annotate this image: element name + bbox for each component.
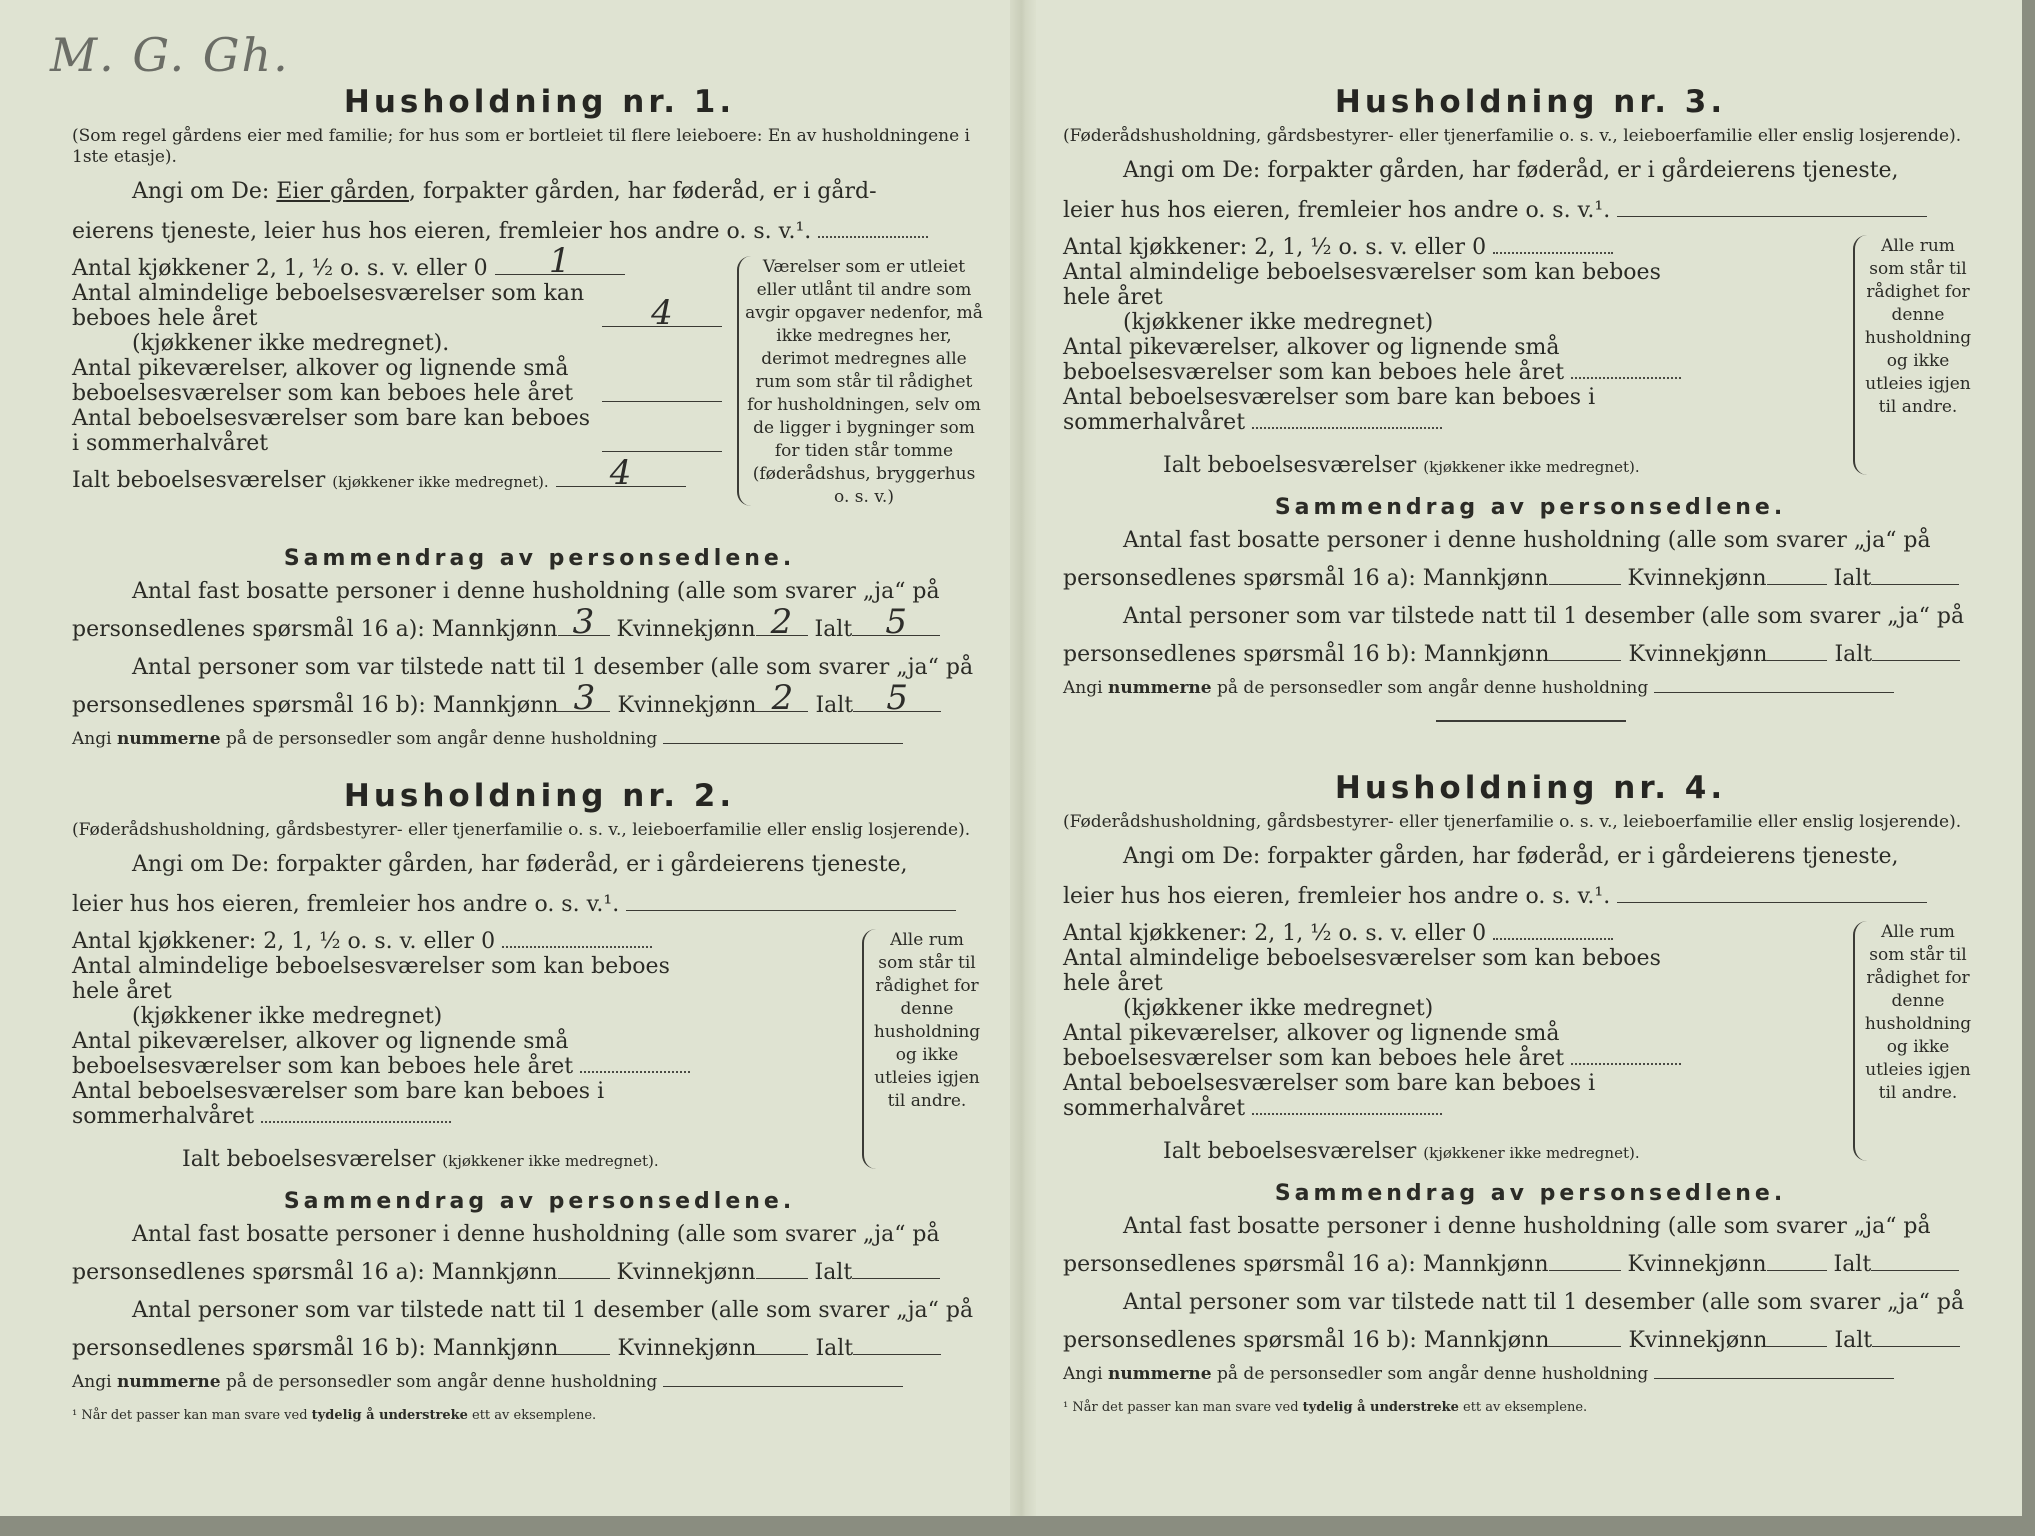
summary-title: Sammendrag av personsedlene. (283, 546, 796, 571)
household-note: (Føderådshusholdning, gårdsbestyrer- eller tjenerfamilie o. s. v., leieboerfamilie eller enslig losjerende). (1063, 812, 1962, 832)
household-2: Husholdning nr. 2. (Føderådshusholdning, gårdsbestyrer- eller tjenerfamilie o. s. v., leieboerfamilie eller enslig losjerende). Angi om De: forpakter gården, har føderåd, er i gårdeierens tjeneste, leier hus hos eieren, fremleier hos andre o. s. v.¹. Antal kjøkkener: 2, 1, ½ o. s. v. eller 0 Antal almindelige beboelsesværelser som kan beboes hele året (kjøkkener ikke medregnet) Antal pikeværelser, alkover og lignende små beboelsesværelser som kan beboes hele året Antal beboelsesværelser som bare kan beboes i sommerhalvåret Ialt beboelsesværelser (kjøkkener ikke medregnet). Alle rum som står til rådighet for denne husholdning og ikke utleies igjen til andre. Sammendrag av personsedlene. Antal fast bosatte personer i denne husholdning (alle som svarer „ja“ på personsedlenes spørsmål 16 a): Mannkjønn Kvinnekjønn Ialt Antal personer som var tilstede natt til 1 desember (alle som svarer „ja“ på personsedlenes spørsmål 16 b): Mannkjønn Kvinnekjønn Ialt Angi nummerne på de personsedler som angår denne husholdning ¹ Når det passer kan man svare ved tydelig å understreke ett av eksemplene. (72, 778, 1007, 1423)
household-4: Husholdning nr. 4. (Føderådshusholdning, gårdsbestyrer- eller tjenerfamilie o. s. v., leieboerfamilie eller enslig losjerende). Angi om De: forpakter gården, har føderåd, er i gårdeierens tjeneste, leier hus hos eieren, fremleier hos andre o. s. v.¹. Antal kjøkkener: 2, 1, ½ o. s. v. eller 0 Antal almindelige beboelsesværelser som kan beboes hele året (kjøkkener ikke medregnet) Antal pikeværelser, alkover og lignende små beboelsesværelser som kan beboes hele året Antal beboelsesværelser som bare kan beboes i sommerhalvåret Ialt beboelsesværelser (kjøkkener ikke medregnet). Alle rum som står til rådighet for denne husholdning og ikke utleies igjen til andre. Sammendrag av personsedlene. Antal fast bosatte personer i denne husholdning (alle som svarer „ja“ på personsedlenes spørsmål 16 a): Mannkjønn Kvinnekjønn Ialt Antal personer som var tilstede natt til 1 desember (alle som svarer „ja“ på personsedlenes spørsmål 16 b): Mannkjønn Kvinnekjønn Ialt Angi nummerne på de personsedler som angår denne husholdning ¹ Når det passer kan man svare ved tydelig å understreke ett av eksemplene. (1063, 770, 1998, 1415)
ownership-question: Angi om De: forpakter gården, har føderåd, er i gårdeierens tjeneste, (132, 852, 908, 877)
handwritten-value: 4 (609, 453, 632, 493)
ordinary-rooms-row: Antal almindelige beboelsesværelser som kan beboes hele året 4 (72, 281, 592, 331)
kitchens-row: Antal kjøkkener: 2, 1, ½ o. s. v. eller 0 (1063, 235, 1703, 260)
section-separator (1436, 720, 1626, 722)
handwritten-value: 2 (771, 678, 794, 718)
maid-rooms-row: Antal pikeværelser, alkover og lignende små beboelsesværelser som kan beboes hele året (72, 1029, 712, 1079)
page-fold (1010, 0, 1036, 1536)
total-rooms-row: Ialt beboelsesværelser (kjøkkener ikke medregnet). (1163, 453, 1640, 478)
household-1: Husholdning nr. 1. (Som regel gårdens eier med familie; for hus som er bortleiet til flere leieboere: En av husholdningene i 1ste etasje). Angi om De: Eier gården, forpakter gården, har føderåd, er i gård- eierens tjeneste, leier hus hos eieren, fremleier hos andre o. s. v.¹. Antal kjøkkener 2, 1, ½ o. s. v. eller 0 1 Antal almindelige beboelsesværelser som kan beboes hele året 4 (kjøkkener ikke medregnet). Antal pikeværelser, alkover og lignende små beboelsesværelser som kan beboes hele året Antal beboelsesværelser som bare kan beboes i sommerhalvåret Ialt beboelsesværelser (kjøkkener ikke medregnet). 4 Værelser som er utleiet eller utlånt til andre som avgir opgaver nedenfor, må ikke medregnes her, derimot medregnes alle rum som står til rådighet for husholdningen, selv om de ligger i bygninger som for tiden står tomme (føderådshus, bryggerhus o. s. v.) Sammendrag av personsedlene. Antal fast bosatte personer i denne husholdning (alle som svarer „ja“ på personsedlenes spørsmål 16 a): Mannkjønn 3 Kvinnekjønn 2 Ialt 5 Antal personer som var tilstede natt til 1 desember (alle som svarer „ja“ på personsedlenes spørsmål 16 b): Mannkjønn 3 Kvinnekjønn 2 Ialt 5 Angi nummerne på de personsedler som angår denne husholdning (72, 84, 1007, 749)
total-rooms-row: Ialt beboelsesværelser (kjøkkener ikke medregnet). (1163, 1139, 1640, 1164)
sum-16a-row: personsedlenes spørsmål 16 a): Mannkjønn Kvinnekjønn Ialt (1063, 560, 1998, 598)
household-note: (Føderådshusholdning, gårdsbestyrer- eller tjenerfamilie o. s. v., leieboerfamilie eller enslig losjerende). (1063, 126, 1962, 146)
sum-16a-row: personsedlenes spørsmål 16 a): Mannkjønn 3 Kvinnekjønn 2 Ialt 5 (72, 611, 1007, 649)
footnote: ¹ Når det passer kan man svare ved tydelig å understreke ett av eksemplene. (72, 1408, 597, 1423)
household-title: Husholdning nr. 2. (343, 778, 736, 814)
ordinary-rooms-row: Antal almindelige beboelsesværelser som kan beboes hele året (1063, 260, 1661, 310)
person-numbers-row: Angi nummerne på de personsedler som angår denne husholdning (1063, 678, 1998, 698)
side-note: Alle rum som står til rådighet for denne husholdning og ikke utleies igjen til andre. (1864, 922, 1972, 1103)
household-title: Husholdning nr. 4. (1334, 770, 1727, 806)
household-note: (Som regel gårdens eier med familie; for hus som er bortleiet til flere leieboere: En av husholdningene i 1ste etasje). (72, 126, 970, 167)
ownership-question: Angi om De: forpakter gården, har føderåd, er i gårdeierens tjeneste, (1123, 844, 1899, 869)
handwritten-value: 5 (885, 602, 908, 642)
ownership-question-cont: eierens tjeneste, leier hus hos eieren, fremleier hos andre o. s. v.¹. (72, 212, 1007, 252)
side-note: Alle rum som står til rådighet for denne husholdning og ikke utleies igjen til andre. (1864, 236, 1972, 417)
sum-16a-row: personsedlenes spørsmål 16 a): Mannkjønn Kvinnekjønn Ialt (1063, 1246, 1998, 1284)
room-counts: Antal kjøkkener 2, 1, ½ o. s. v. eller 0 1 Antal almindelige beboelsesværelser som kan beboes hele året 4 (kjøkkener ikke medregnet). Antal pikeværelser, alkover og lignende små beboelsesværelser som kan beboes hele året Antal beboelsesværelser som bare kan beboes i sommerhalvåret Ialt beboelsesværelser (kjøkkener ikke medregnet). 4 Værelser som er utleiet eller utlånt til andre som avgir opgaver nedenfor, må ikke medregnes her, derimot medregnes alle rum som står til rådighet for husholdningen, selv om de ligger i bygninger som for tiden står tomme (føderådshus, bryggerhus o. s. v.) (72, 241, 983, 507)
maid-rooms-row: Antal pikeværelser, alkover og lignende små beboelsesværelser som kan beboes hele året (1063, 1021, 1703, 1071)
handwritten-value: 3 (572, 602, 595, 642)
room-counts: Antal kjøkkener: 2, 1, ½ o. s. v. eller 0 Antal almindelige beboelsesværelser som kan beboes hele året (kjøkkener ikke medregnet) Antal pikeværelser, alkover og lignende små beboelsesværelser som kan beboes hele året Antal beboelsesværelser som bare kan beboes i sommerhalvåret Ialt beboelsesværelser (kjøkkener ikke medregnet). Alle rum som står til rådighet for denne husholdning og ikke utleies igjen til andre. (1063, 921, 1972, 1164)
kitchens-row: Antal kjøkkener 2, 1, ½ o. s. v. eller 0 1 (72, 256, 712, 281)
person-numbers-row: Angi nummerne på de personsedler som angår denne husholdning (1063, 1364, 1998, 1384)
summer-rooms-row: Antal beboelsesværelser som bare kan beboes i sommerhalvåret (72, 1079, 605, 1129)
side-note: Alle rum som står til rådighet for denne husholdning og ikke utleies igjen til andre. (873, 930, 981, 1111)
handwritten-value: 5 (886, 678, 908, 718)
ownership-question-cont: leier hus hos eieren, fremleier hos andre o. s. v.¹. (72, 885, 1007, 925)
summary-title: Sammendrag av personsedlene. (1274, 495, 1787, 520)
scan-edge (2022, 0, 2035, 1536)
person-numbers-row: Angi nummerne på de personsedler som angår denne husholdning (72, 729, 1007, 749)
archive-handwritten-mark: M. G. Gh. (50, 28, 290, 82)
household-3: Husholdning nr. 3. (Føderådshusholdning, gårdsbestyrer- eller tjenerfamilie o. s. v., leieboerfamilie eller enslig losjerende). Angi om De: forpakter gården, har føderåd, er i gårdeierens tjeneste, leier hus hos eieren, fremleier hos andre o. s. v.¹. Antal kjøkkener: 2, 1, ½ o. s. v. eller 0 Antal almindelige beboelsesværelser som kan beboes hele året (kjøkkener ikke medregnet) Antal pikeværelser, alkover og lignende små beboelsesværelser som kan beboes hele året Antal beboelsesværelser som bare kan beboes i sommerhalvåret Ialt beboelsesværelser (kjøkkener ikke medregnet). Alle rum som står til rådighet for denne husholdning og ikke utleies igjen til andre. Sammendrag av personsedlene. Antal fast bosatte personer i denne husholdning (alle som svarer „ja“ på personsedlenes spørsmål 16 a): Mannkjønn Kvinnekjønn Ialt Antal personer som var tilstede natt til 1 desember (alle som svarer „ja“ på personsedlenes spørsmål 16 b): Mannkjønn Kvinnekjønn Ialt Angi nummerne på de personsedler som angår denne husholdning (1063, 84, 1998, 744)
summer-rooms-row: Antal beboelsesværelser som bare kan beboes i sommerhalvåret (1063, 1071, 1596, 1121)
ownership-question-cont: leier hus hos eieren, fremleier hos andre o. s. v.¹. (1063, 191, 1998, 231)
person-numbers-row: Angi nummerne på de personsedler som angår denne husholdning (72, 1372, 1007, 1392)
footnote: ¹ Når det passer kan man svare ved tydelig å understreke ett av eksemplene. (1063, 1400, 1588, 1415)
selected-answer: Eier gården (276, 179, 409, 204)
kitchens-row: Antal kjøkkener: 2, 1, ½ o. s. v. eller 0 (72, 929, 712, 954)
ordinary-rooms-row: Antal almindelige beboelsesværelser som kan beboes hele året (1063, 946, 1661, 996)
sum-16a-row: personsedlenes spørsmål 16 a): Mannkjønn Kvinnekjønn Ialt (72, 1254, 1007, 1292)
sum-16b-row: personsedlenes spørsmål 16 b): Mannkjønn Kvinnekjønn Ialt (1063, 1322, 1998, 1360)
side-note: Værelser som er utleiet eller utlånt til andre som avgir opgaver nedenfor, må ikke medregnes her, derimot medregnes alle rum som står til rådighet for husholdningen, selv om de ligger i bygninger som for tiden står tomme (føderådshus, bryggerhus o. s. v.) (745, 257, 983, 507)
summer-rooms-row: Antal beboelsesværelser som bare kan beboes i sommerhalvåret (72, 406, 592, 456)
sum-16b-row: personsedlenes spørsmål 16 b): Mannkjønn Kvinnekjønn Ialt (72, 1330, 1007, 1368)
kitchens-row: Antal kjøkkener: 2, 1, ½ o. s. v. eller 0 (1063, 921, 1703, 946)
maid-rooms-row: Antal pikeværelser, alkover og lignende små beboelsesværelser som kan beboes hele året (72, 356, 592, 406)
household-note: (Føderådshusholdning, gårdsbestyrer- eller tjenerfamilie o. s. v., leieboerfamilie eller enslig losjerende). (72, 820, 971, 840)
sum-16b-row: personsedlenes spørsmål 16 b): Mannkjønn Kvinnekjønn Ialt (1063, 636, 1998, 674)
handwritten-value: 1 (548, 241, 571, 281)
ownership-question-cont: leier hus hos eieren, fremleier hos andre o. s. v.¹. (1063, 877, 1998, 917)
handwritten-value: 3 (573, 678, 596, 718)
household-title: Husholdning nr. 1. (343, 84, 736, 120)
ordinary-rooms-row: Antal almindelige beboelsesværelser som kan beboes hele året (72, 954, 670, 1004)
ownership-question: Angi om De: forpakter gården, har føderåd, er i gårdeierens tjeneste, (1123, 158, 1899, 183)
total-rooms-row: Ialt beboelsesværelser (kjøkkener ikke medregnet). 4 (72, 468, 712, 495)
household-title: Husholdning nr. 3. (1334, 84, 1727, 120)
summer-rooms-row: Antal beboelsesværelser som bare kan beboes i sommerhalvåret (1063, 385, 1596, 435)
ownership-question: Angi om De: Eier gården, forpakter gården, har føderåd, er i gård- (132, 179, 877, 204)
scan-edge (0, 1516, 2035, 1536)
handwritten-value: 2 (770, 602, 793, 642)
room-counts: Antal kjøkkener: 2, 1, ½ o. s. v. eller 0 Antal almindelige beboelsesværelser som kan beboes hele året (kjøkkener ikke medregnet) Antal pikeværelser, alkover og lignende små beboelsesværelser som kan beboes hele året Antal beboelsesværelser som bare kan beboes i sommerhalvåret Ialt beboelsesværelser (kjøkkener ikke medregnet). Alle rum som står til rådighet for denne husholdning og ikke utleies igjen til andre. (1063, 235, 1972, 478)
summary-title: Sammendrag av personsedlene. (1274, 1181, 1787, 1206)
room-counts: Antal kjøkkener: 2, 1, ½ o. s. v. eller 0 Antal almindelige beboelsesværelser som kan beboes hele året (kjøkkener ikke medregnet) Antal pikeværelser, alkover og lignende små beboelsesværelser som kan beboes hele året Antal beboelsesværelser som bare kan beboes i sommerhalvåret Ialt beboelsesværelser (kjøkkener ikke medregnet). Alle rum som står til rådighet for denne husholdning og ikke utleies igjen til andre. (72, 929, 981, 1172)
maid-rooms-row: Antal pikeværelser, alkover og lignende små beboelsesværelser som kan beboes hele året (1063, 335, 1703, 385)
sum-16b-row: personsedlenes spørsmål 16 b): Mannkjønn 3 Kvinnekjønn 2 Ialt 5 (72, 687, 1007, 725)
handwritten-value: 4 (651, 293, 673, 333)
total-rooms-row: Ialt beboelsesværelser (kjøkkener ikke medregnet). (182, 1147, 659, 1172)
summary-title: Sammendrag av personsedlene. (283, 1189, 796, 1214)
